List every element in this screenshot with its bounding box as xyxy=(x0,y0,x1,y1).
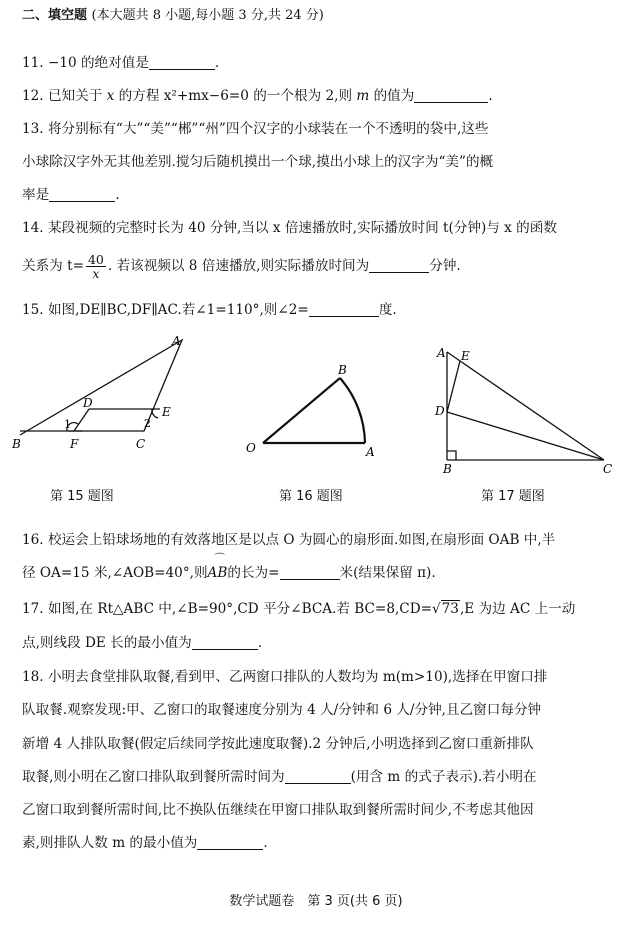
label-d: D xyxy=(435,404,445,418)
label-f: F xyxy=(70,437,79,451)
question-15: 15. 如图,DE∥BC,DF∥AC.若∠1=110°,则∠2= 度. xyxy=(22,302,397,318)
figure-16 xyxy=(240,355,390,465)
label-b: B xyxy=(338,363,347,377)
question-17-line1: 17. 如图,在 Rt△ABC 中,∠B=90°,CD 平分∠BCA.若 BC=8,CD=√73,E 为边 AC 上一动 xyxy=(22,601,576,617)
sqrt-value: 73 xyxy=(441,601,459,617)
caption-fig-15: 第 15 题图 xyxy=(50,489,114,504)
right-angle-b xyxy=(447,451,456,460)
question-17-line2: 点,则线段 DE 长的最小值为 . xyxy=(22,635,263,651)
label-b: B xyxy=(443,462,452,475)
section-note: (本大题共 8 小题,每小题 3 分,共 24 分) xyxy=(91,8,324,23)
question-18-line3: 新增 4 人排队取餐(假定后续同学按此速度取餐).2 分钟后,小明选择到乙窗口重新排队 xyxy=(22,736,534,752)
label-a: A xyxy=(172,334,181,348)
segment-cd xyxy=(447,412,604,460)
arc-ab-symbol: ⌒ AB xyxy=(208,563,228,583)
question-18-line6: 素,则排队人数 m 的最小值为 . xyxy=(22,835,268,851)
question-12: 12. 已知关于 x 的方程 x²+mx−6=0 的一个根为 2,则 m 的值为 . xyxy=(22,88,493,104)
answer-blank-13[interactable] xyxy=(49,187,115,202)
question-18-line2: 队取餐.观察发现:甲、乙窗口的取餐速度分别为 4 人/分钟和 6 人/分钟,且乙窗口每分钟 xyxy=(22,702,542,718)
q11-text: 11. −10 的绝对值是 xyxy=(22,55,149,71)
question-14-line1: 14. 某段视频的完整时长为 40 分钟,当以 x 倍速播放时,实际播放时间 t(分钟)与 x 的函数 xyxy=(22,220,557,236)
label-e: E xyxy=(461,349,470,363)
label-c: C xyxy=(603,462,613,475)
answer-blank-15[interactable] xyxy=(309,302,379,317)
section-heading xyxy=(22,6,324,26)
figure-17 xyxy=(432,340,622,475)
label-a: A xyxy=(437,346,446,360)
question-13-line1: 13. 将分别标有“大”“美”“郴”“州”四个汉字的小球装在一个不透明的袋中,这些 xyxy=(22,121,489,137)
arc-ab xyxy=(340,378,365,443)
sqrt-sign: √ xyxy=(431,601,441,617)
label-d: D xyxy=(83,396,93,410)
label-c: C xyxy=(136,437,146,451)
caption-fig-16: 第 16 题图 xyxy=(279,489,343,504)
answer-blank-11[interactable] xyxy=(149,55,215,70)
page-footer: 数学试题卷 第 3 页(共 6 页) xyxy=(229,894,403,909)
caption-fig-17: 第 17 题图 xyxy=(481,489,545,504)
answer-blank-18b[interactable] xyxy=(197,835,263,850)
question-16-line1: 16. 校运会上铅球场地的有效落地区是以点 O 为圆心的扇形面.如图,在扇形面 OAB 中,半 xyxy=(22,532,556,548)
answer-blank-18a[interactable] xyxy=(285,769,351,784)
segment-de xyxy=(447,361,460,412)
label-b: B xyxy=(12,437,21,451)
label-a: A xyxy=(366,445,375,459)
answer-blank-17[interactable] xyxy=(192,635,258,650)
question-18-line5: 乙窗口取到餐所需时间,比不换队伍继续在甲窗口排队取到餐所需时间少,不考虑其他因 xyxy=(22,802,534,818)
segment-df xyxy=(74,409,89,431)
figure-15 xyxy=(12,328,222,478)
label-e: E xyxy=(162,405,171,419)
triangle-abc xyxy=(20,340,182,435)
answer-blank-14[interactable] xyxy=(369,258,429,273)
question-13-line2: 小球除汉字外无其他差别.搅匀后随机摸出一个球,摸出小球上的汉字为“美”的概 xyxy=(22,154,494,170)
label-angle-2: 2 xyxy=(144,417,151,430)
section-title: 二、填空题 xyxy=(22,8,88,23)
answer-blank-16[interactable] xyxy=(280,565,340,580)
question-14-line2: 关系为 t= $\frac{40}{x}$ . 若该视频以 8 倍速播放,则实际播放时间为 分钟. xyxy=(22,252,461,281)
question-16-line2: 径 OA=15 米,∠AOB=40°,则⌒ AB的长为= 米(结果保留 π). xyxy=(22,563,436,583)
question-13-line3: 率是 . xyxy=(22,187,120,203)
fraction-40-over-x: $\frac{40}{x}$ xyxy=(87,252,104,281)
question-18-line1: 18. 小明去食堂排队取餐,看到甲、乙两窗口排队的人数均为 m(m>10),选择在甲窗口排 xyxy=(22,669,548,685)
label-o: O xyxy=(246,441,256,455)
radius-ob xyxy=(263,378,340,443)
question-18-line4: 取餐,则小明在乙窗口排队取到餐所需时间为 (用含 m 的式子表示).若小明在 xyxy=(22,769,537,785)
question-11: 11. −10 的绝对值是 . xyxy=(22,55,220,71)
segment-ac xyxy=(447,352,604,460)
answer-blank-12[interactable] xyxy=(414,88,488,103)
label-angle-1: 1 xyxy=(64,418,71,431)
